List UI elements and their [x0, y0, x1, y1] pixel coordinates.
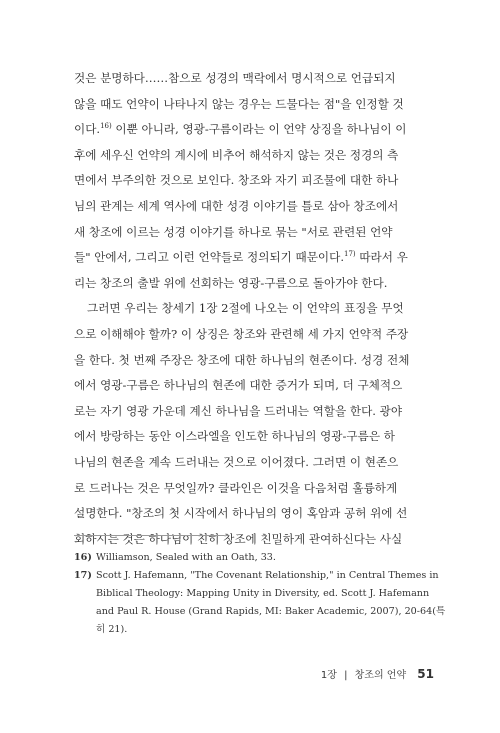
body-line: 로는 자기 영광 가운데 계신 하나님을 드러내는 역할을 한다. 광야	[74, 403, 403, 418]
footnote-ref-17[interactable]: 17)	[344, 250, 356, 259]
body-line: 에서 영광-구름은 하나님의 현존에 대한 증거가 되며, 더 구체적으	[74, 378, 403, 393]
running-footer	[321, 666, 434, 681]
footnote-ref-16[interactable]: 16)	[100, 122, 112, 131]
footnote-number: 16)	[74, 552, 92, 563]
body-line: 님의 관계는 세계 역사에 대한 성경 이야기를 틀로 삼아 창조에서	[74, 198, 399, 213]
footnote-number: 17)	[74, 570, 92, 581]
footnote-17	[74, 567, 444, 639]
body-line	[74, 245, 439, 271]
body-line: 리는 창조의 출발 위에 선회하는 영광-구름으로 돌아가야 한다.	[74, 275, 388, 290]
body-text	[74, 66, 439, 552]
chapter-label: 1장	[320, 670, 337, 681]
footer-separator: |	[344, 670, 348, 681]
body-line: 것은 분명하다……참으로 성경의 맥락에서 명시적으로 언급되지	[74, 71, 396, 85]
page-number: 51	[417, 667, 434, 681]
body-line: 에서 방랑하는 동안 이스라엘을 인도한 하나님의 영광-구름은 하	[74, 429, 395, 444]
footnote-16	[74, 549, 444, 567]
footnote-line: Williamson, Sealed with an Oath, 33.	[96, 552, 276, 563]
body-text-fragment: 따라서 우	[355, 250, 408, 265]
body-text-fragment: 들" 안에서, 그리고 이런 언약들로 정의되기 때문이다.	[74, 250, 345, 265]
footnote-line: Scott J. Hafemann, "The Covenant Relationship," in Central Themes in	[96, 570, 439, 581]
body-line: 을 한다. 첫 번째 주장은 창조에 대한 하나님의 현존이다. 성경 전체	[74, 352, 410, 367]
body-line: 설명한다. "창조의 첫 시작에서 하나님의 영이 혹암과 공허 위에 선	[74, 506, 408, 521]
body-line: 새 창조에 이르는 성경 이야기를 하나로 묶는 "서로 관련된 언약	[74, 224, 393, 239]
body-line: 그러면 우리는 창세기 1장 2절에 나오는 이 언약의 표징을 무엇	[87, 301, 404, 316]
body-line: 않을 때도 언약이 나타나지 않는 경우는 드물다는 점"을 인정할 것	[74, 96, 404, 111]
body-line	[74, 117, 439, 143]
footnote-divider	[74, 535, 224, 536]
body-line: 로 드러나는 것은 무엇일까? 클라인은 이것을 다음처럼 훌륭하게	[74, 480, 398, 495]
body-line: 회하시는 것은 하나님이 친히 창조에 친밀하게 관여하신다는 사실	[74, 531, 403, 546]
footnote-line: Biblical Theology: Mapping Unity in Diversity, ed. Scott J. Hafemann	[96, 588, 430, 599]
body-text-fragment: 이뿐 아니라, 영광-구름이라는 이 언약 상징을 하나님이 이	[111, 122, 407, 137]
footnote-line: 히 21).	[96, 624, 128, 635]
body-text-fragment: 이다.	[74, 122, 101, 137]
body-line: 면에서 부주의한 것으로 보인다. 창조와 자기 피조물에 대한 하나	[74, 173, 399, 188]
body-line: 나님의 현존을 계속 드러내는 것으로 이어졌다. 그러면 이 현존으	[74, 454, 399, 469]
footnote-line: and Paul R. House (Grand Rapids, MI: Baker Academic, 2007), 20-64(특	[96, 606, 446, 617]
chapter-title: 창조의 언약	[354, 670, 407, 681]
body-line: 으로 이해해야 할까? 이 상징은 창조와 관련해 세 가지 언약적 주장	[74, 326, 409, 341]
body-line: 후에 세우신 언약의 계시에 비추어 해석하지 않는 것은 정경의 측	[74, 147, 399, 162]
footnotes	[74, 549, 444, 639]
